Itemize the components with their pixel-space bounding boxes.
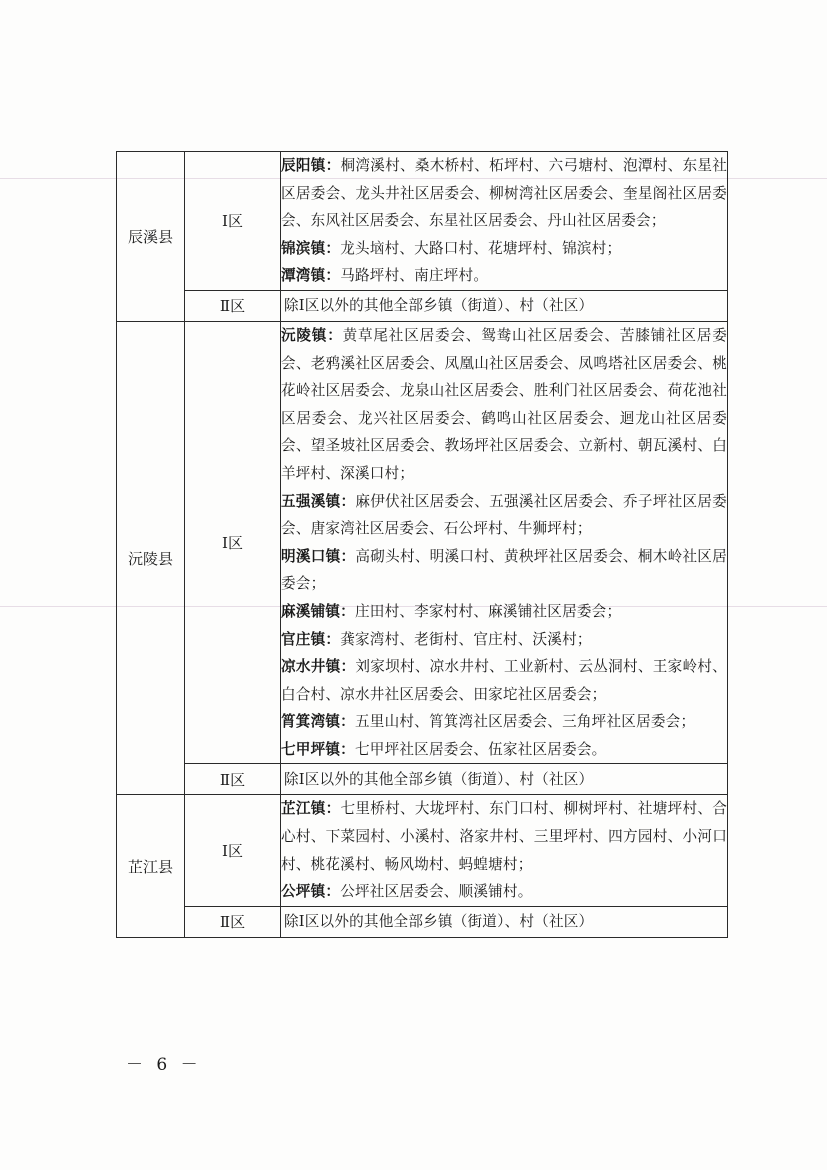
- town-entry: [281, 626, 727, 654]
- town-name: 锦滨镇：: [281, 239, 341, 257]
- village-list: 马路坪村、南庄坪村。: [340, 267, 489, 285]
- village-list: 高砌头村、明溪口村、黄秧坪社区居委会、桐木岭社区居委会；: [281, 547, 727, 593]
- table-row: [117, 795, 728, 906]
- village-list: 龚家湾村、老街村、官庄村、沃溪村；: [340, 630, 592, 648]
- zone-label: Ⅱ区: [185, 764, 281, 795]
- town-name: 凉水井镇：: [281, 658, 356, 676]
- town-name: 沅陵镇：: [281, 326, 343, 344]
- county-name: 芷江县: [117, 795, 185, 937]
- town-entry: [281, 152, 727, 235]
- village-list: 黄草尾社区居委会、鸳鸯山社区居委会、苦膝铺社区居委会、老鸦溪社区居委会、凤凰山社区居委会、凤鸣塔社区居委会、桃花岭社区居委会、龙泉山社区居委会、胜利门社区居委会、荷花池社区居委会、龙兴社区居委会、鹤鸣山社区居委会、迴龙山社区居委会、望圣坡社区居委会、教场坪社区居委会、立新村、朝瓦溪村、白羊坪村、深溪口村；: [281, 326, 727, 482]
- town-name: 筲箕湾镇：: [281, 713, 355, 731]
- table-row: [117, 906, 728, 937]
- town-entry: [281, 736, 727, 764]
- table-row: [117, 152, 728, 291]
- zone-label: Ⅰ区: [185, 321, 281, 764]
- town-name: 麻溪铺镇：: [281, 602, 355, 620]
- town-entry: [281, 235, 727, 263]
- zone-remainder-text: 除Ⅰ区以外的其他全部乡镇（街道）、村（社区）: [281, 906, 728, 937]
- village-list: 五里山村、筲箕湾社区居委会、三角坪社区居委会；: [354, 713, 696, 731]
- village-list: 七里桥村、大垅坪村、东门口村、柳树坪村、社塘坪村、合心村、下菜园村、小溪村、洛家井村、三里坪村、四方园村、小河口村、桃花溪村、畅风坳村、蚂蝗塘村；: [281, 800, 727, 873]
- town-entry: [281, 322, 727, 488]
- zone-label: Ⅱ区: [185, 290, 281, 321]
- zone-towns: [281, 795, 728, 906]
- table-row: [117, 290, 728, 321]
- town-name: 公坪镇：: [281, 883, 341, 901]
- town-name: 芷江镇：: [281, 800, 341, 818]
- zone-label: Ⅰ区: [185, 795, 281, 906]
- zone-remainder-text: 除Ⅰ区以外的其他全部乡镇（街道）、村（社区）: [281, 290, 728, 321]
- town-name: 明溪口镇：: [281, 547, 356, 565]
- village-list: 公坪社区居委会、顺溪铺村。: [340, 883, 533, 901]
- town-entry: [281, 653, 727, 708]
- village-list: 庄田村、李家村村、麻溪铺社区居委会；: [354, 602, 622, 620]
- zone-label: Ⅱ区: [185, 906, 281, 937]
- town-name: 官庄镇：: [281, 630, 341, 648]
- village-list: 桐湾溪村、桑木桥村、柘坪村、六弓塘村、泡潭村、东星社区居委会、龙头井社区居委会、柳树湾社区居委会、奎星阁社区居委会、东风社区居委会、东星社区居委会、丹山社区居委会；: [281, 157, 727, 230]
- town-name: 辰阳镇：: [281, 157, 341, 174]
- page-number: － 6 －: [126, 1055, 202, 1075]
- zone-remainder-text: 除Ⅰ区以外的其他全部乡镇（街道）、村（社区）: [281, 764, 728, 795]
- town-name: 五强溪镇：: [281, 492, 356, 510]
- town-name: 七甲坪镇：: [281, 740, 355, 758]
- town-name: 潭湾镇：: [281, 267, 341, 285]
- town-entry: [281, 878, 727, 906]
- county-name: 沅陵县: [117, 321, 185, 795]
- village-list: 七甲坪社区居委会、伍家社区居委会。: [354, 740, 607, 758]
- town-entry: [281, 708, 727, 736]
- village-list: 麻伊伏社区居委会、五强溪社区居委会、乔子坪社区居委会、唐家湾社区居委会、石公坪村、牛狮坪村；: [281, 492, 727, 538]
- town-entry: [281, 262, 727, 290]
- zone-table: [116, 151, 728, 938]
- table-row: [117, 764, 728, 795]
- zone-label: Ⅰ区: [185, 152, 281, 291]
- county-name: 辰溪县: [117, 152, 185, 322]
- town-entry: [281, 488, 727, 543]
- table-row: [117, 321, 728, 764]
- village-list: 龙头垴村、大路口村、花塘坪村、锦滨村；: [340, 239, 622, 257]
- village-list: 刘家坝村、凉水井村、工业新村、云丛洞村、王家岭村、白合村、凉水井社区居委会、田家坨社区居委会；: [281, 658, 727, 703]
- town-entry: [281, 543, 727, 598]
- zone-towns: [281, 152, 728, 291]
- zone-towns: [281, 321, 728, 764]
- town-entry: [281, 795, 727, 878]
- town-entry: [281, 598, 727, 626]
